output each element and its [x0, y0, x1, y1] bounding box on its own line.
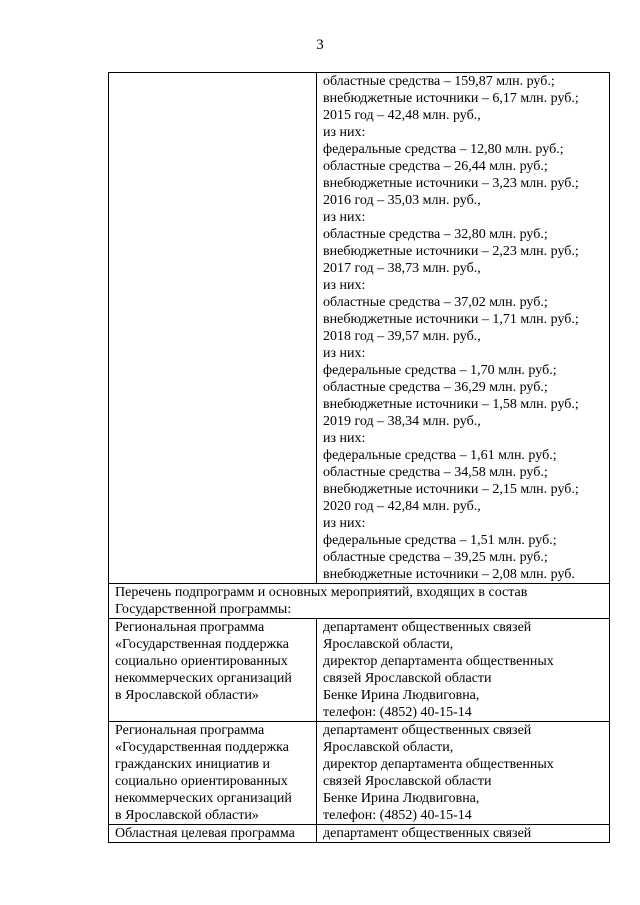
program-row [109, 722, 610, 825]
program-name-line: «Государственная поддержка [115, 740, 289, 755]
financing-line: из них: [323, 210, 366, 225]
program-passport-table [108, 72, 610, 843]
financing-line: областные средства – 36,29 млн. руб.; [323, 380, 548, 395]
financing-line: внебюджетные источники – 2,08 млн. руб. [323, 567, 575, 582]
financing-details-cell [317, 73, 610, 584]
page-number: 3 [316, 37, 324, 53]
financing-line: 2020 год – 42,84 млн. руб., [323, 499, 481, 514]
financing-line: федеральные средства – 1,70 млн. руб.; [323, 363, 557, 378]
program-contact-cell [317, 722, 610, 825]
financing-line: федеральные средства – 1,61 млн. руб.; [323, 448, 557, 463]
program-name-line: гражданских инициатив и [115, 757, 270, 772]
program-row [109, 619, 610, 722]
program-contact-cell [317, 619, 610, 722]
financing-line: из них: [323, 431, 366, 446]
program-name-cell [109, 619, 317, 722]
program-name-cell [109, 722, 317, 825]
program-name-line: «Государственная поддержка [115, 637, 289, 652]
financing-line: областные средства – 34,58 млн. руб.; [323, 465, 548, 480]
program-name-line: социально ориентированных [115, 774, 288, 789]
program-contact-line: связей Ярославской области [323, 671, 492, 686]
program-name-line: некоммерческих организаций [115, 791, 292, 806]
financing-line: областные средства – 159,87 млн. руб.; [323, 74, 555, 89]
financing-line: внебюджетные источники – 1,71 млн. руб.; [323, 312, 579, 327]
program-name-line: в Ярославской области» [115, 808, 259, 823]
program-contact-line: директор департамента общественных [323, 654, 554, 669]
program-name-line: Региональная программа [115, 620, 265, 635]
program-name-line: социально ориентированных [115, 654, 288, 669]
financing-line: из них: [323, 278, 366, 293]
financing-line: из них: [323, 125, 366, 140]
section-heading-cell [109, 584, 610, 619]
program-contact-line: телефон: (4852) 40-15-14 [323, 808, 472, 823]
section-heading: Перечень подпрограмм и основных мероприятий, входящих в состав Государственной программы: [115, 585, 528, 617]
financing-line: внебюджетные источники – 6,17 млн. руб.; [323, 91, 579, 106]
program-name-cell [109, 825, 317, 843]
financing-line: из них: [323, 516, 366, 531]
program-contact-line: департамент общественных связей [323, 723, 532, 738]
financing-line: 2015 год – 42,48 млн. руб., [323, 108, 481, 123]
section-heading-row [109, 584, 610, 619]
financing-line: федеральные средства – 1,51 млн. руб.; [323, 533, 557, 548]
program-name-line: некоммерческих организаций [115, 671, 292, 686]
program-name-line: Региональная программа [115, 723, 265, 738]
program-name-line: Областная целевая программа [115, 826, 295, 841]
program-contact-line: департамент общественных связей [323, 620, 532, 635]
program-contact-line: директор департамента общественных [323, 757, 554, 772]
program-row [109, 825, 610, 843]
program-contact-line: Бенке Ирина Людвиговна, [323, 791, 480, 806]
program-contact-line: связей Ярославской области [323, 774, 492, 789]
financing-line: внебюджетные источники – 3,23 млн. руб.; [323, 176, 579, 191]
financing-line: 2017 год – 38,73 млн. руб., [323, 261, 481, 276]
financing-row [109, 73, 610, 584]
financing-line: областные средства – 26,44 млн. руб.; [323, 159, 548, 174]
financing-line: областные средства – 32,80 млн. руб.; [323, 227, 548, 242]
financing-line: внебюджетные источники – 2,15 млн. руб.; [323, 482, 579, 497]
financing-label-cell [109, 73, 317, 584]
financing-line: 2019 год – 38,34 млн. руб., [323, 414, 481, 429]
financing-line: федеральные средства – 12,80 млн. руб.; [323, 142, 564, 157]
financing-line: областные средства – 37,02 млн. руб.; [323, 295, 548, 310]
financing-line: из них: [323, 346, 366, 361]
financing-line: 2018 год – 39,57 млн. руб., [323, 329, 481, 344]
financing-line: внебюджетные источники – 2,23 млн. руб.; [323, 244, 579, 259]
program-contact-line: Ярославской области, [323, 740, 454, 755]
program-contact-line: департамент общественных связей [323, 826, 532, 841]
program-contact-line: Бенке Ирина Людвиговна, [323, 688, 480, 703]
financing-line: 2016 год – 35,03 млн. руб., [323, 193, 481, 208]
program-contact-line: телефон: (4852) 40-15-14 [323, 705, 472, 720]
financing-line: внебюджетные источники – 1,58 млн. руб.; [323, 397, 579, 412]
program-contact-cell [317, 825, 610, 843]
financing-line: областные средства – 39,25 млн. руб.; [323, 550, 548, 565]
program-contact-line: Ярославской области, [323, 637, 454, 652]
program-name-line: в Ярославской области» [115, 688, 259, 703]
